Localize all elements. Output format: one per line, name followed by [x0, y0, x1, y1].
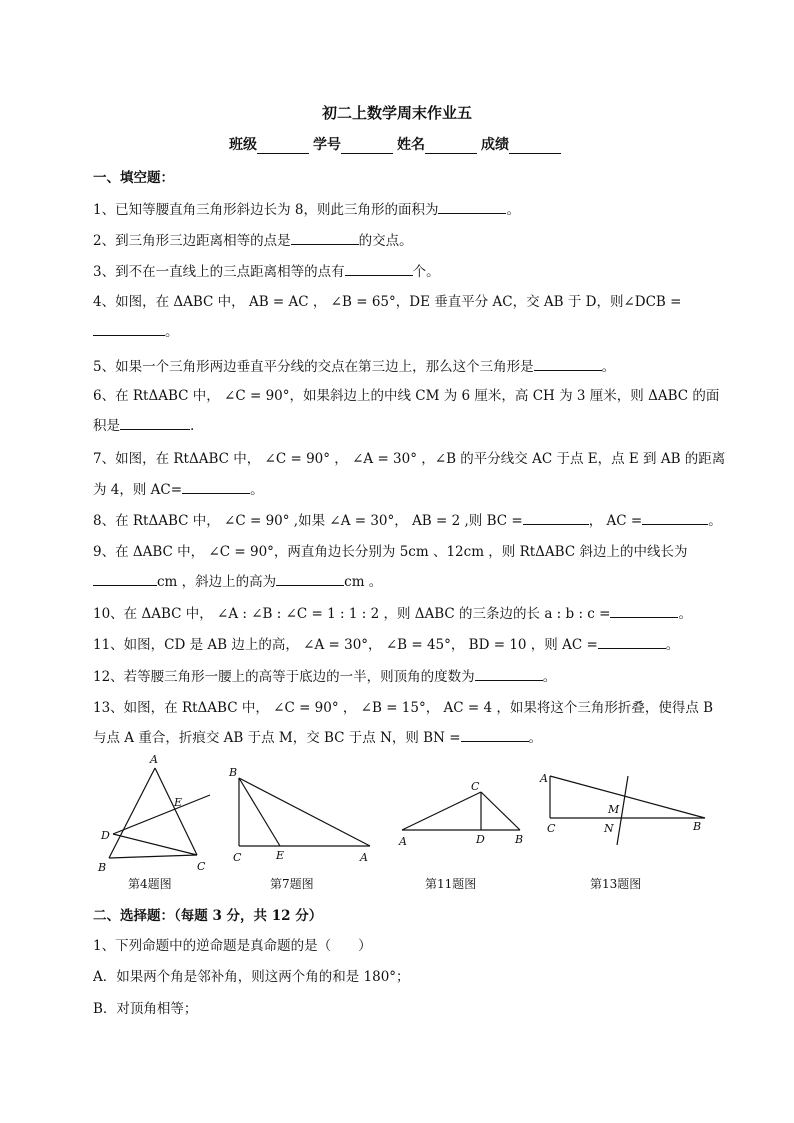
- question-3-end: 个。: [412, 264, 440, 280]
- question-6: 6、在 RtΔABC 中， ∠C = 90°，如果斜边上的中线 CM 为 6 厘米，高 CH 为 3 厘米，则 ΔABC 的面: [93, 388, 720, 404]
- question-7-end: 。: [250, 482, 264, 498]
- question-12-text: 12、若等腰三角形一腰上的高等于底边的一半，则顶角的度数为: [93, 669, 475, 685]
- label-point: E: [174, 796, 183, 809]
- label-point: A: [540, 772, 548, 785]
- question-11-text: 11、如图，CD 是 AB 边上的高， ∠A = 30°， ∠B = 45°， BD = 10 ，则 AC =: [93, 637, 598, 653]
- info-score-label: 成绩: [481, 137, 509, 153]
- info-class-label: 班级: [229, 137, 257, 153]
- question-9-end: cm 。: [344, 574, 383, 590]
- question-11-end: 。: [665, 637, 680, 653]
- label-point: C: [547, 822, 556, 835]
- figure-caption: 第4题图: [128, 877, 172, 891]
- question-6-pre: 积是: [93, 418, 120, 434]
- choice-option-a: A．如果两个角是邻补角，则这两个角的和是 180°；: [93, 969, 410, 985]
- question-9: 9、在 ΔABC 中， ∠C = 90°，两直角边长分别为 5cm 、12cm ，则 RtΔABC 斜边上的中线长为: [93, 544, 688, 560]
- question-1-text: 1、已知等腰直角三角形斜边长为 8，则此三角形的面积为: [93, 202, 439, 218]
- label-point: N: [604, 822, 614, 835]
- choice-option-b: B．对顶角相等；: [93, 1001, 198, 1017]
- figure-11: [402, 792, 520, 830]
- question-8-end: 。: [708, 513, 722, 529]
- question-4: 4、如图，在 ΔABC 中， AB = AC ， ∠B = 65°，DE 垂直平分 AC，交 AB 于 D，则∠DCB =: [93, 294, 682, 310]
- info-name-label: 姓名: [397, 137, 425, 153]
- question-8-pre: 8、在 RtΔABC 中， ∠C = 90° ,如果 ∠A = 30°， AB = 2 ,则 BC =: [93, 513, 523, 529]
- question-8-mid: ， AC =: [588, 513, 643, 529]
- question-13: 13、如图，在 RtΔABC 中， ∠C = 90° ， ∠B = 15°， AC = 4 ，如果将这个三角形折叠，使得点 B: [93, 700, 714, 716]
- label-point: A: [360, 851, 368, 864]
- question-10-end: 。: [678, 606, 692, 622]
- page-title: 初二上数学周末作业五: [321, 104, 472, 122]
- figure-caption: 第11题图: [425, 877, 477, 891]
- label-point: A: [150, 753, 158, 766]
- label-point: C: [233, 851, 242, 864]
- label-point: E: [276, 849, 285, 862]
- label-point: D: [101, 829, 110, 842]
- question-4-end: 。: [165, 324, 179, 340]
- question-5-end: 。: [601, 359, 616, 375]
- question-7: 7、如图，在 RtΔABC 中， ∠C = 90° ， ∠A = 30° ，∠B 的平分线交 AC 于点 E，点 E 到 AB 的距离: [93, 451, 726, 467]
- question-5-text: 5、如果一个三角形两边垂直平分线的交点在第三边上，那么这个三角形是: [93, 359, 534, 375]
- figure-caption: 第7题图: [270, 877, 314, 891]
- figure-caption: 第13题图: [590, 877, 642, 891]
- question-6-end: .: [190, 418, 195, 434]
- question-9-mid: cm ，斜边上的高为: [157, 574, 277, 590]
- label-point: M: [608, 803, 620, 816]
- section-heading-fill-in: 一、填空题：: [93, 170, 174, 186]
- label-point: D: [476, 833, 485, 846]
- question-10-text: 10、在 ΔABC 中， ∠A : ∠B : ∠C = 1 : 1 : 2 ，则 ΔABC 的三条边的长 a : b : c =: [93, 606, 611, 622]
- question-2-text: 2、到三角形三边距离相等的点是: [93, 233, 291, 249]
- label-point: B: [98, 861, 107, 874]
- question-13-end: 。: [528, 730, 543, 746]
- label-point: C: [197, 860, 206, 873]
- label-point: B: [229, 766, 238, 779]
- info-id-label: 学号: [313, 137, 341, 153]
- question-13-text: 与点 A 重合，折痕交 AB 于点 M，交 BC 于点 N，则 BN =: [93, 730, 461, 746]
- figure-7: [239, 778, 370, 846]
- section-heading-choice: 二、选择题：（每题 3 分，共 12 分）: [93, 908, 323, 924]
- figure-4: [109, 768, 210, 858]
- choice-question-1: 1、下列命题中的逆命题是真命题的是（ ）: [93, 938, 372, 954]
- question-12-end: 。: [542, 669, 557, 685]
- figure-13: [550, 776, 705, 845]
- question-1-end: 。: [506, 202, 520, 218]
- label-point: A: [399, 835, 407, 848]
- label-point: C: [471, 780, 480, 793]
- question-7-pre: 为 4，则 AC=: [93, 482, 183, 498]
- question-2-end: 的交点。: [358, 233, 413, 249]
- question-3-text: 3、到不在一直线上的三点距离相等的点有: [93, 264, 345, 280]
- label-point: B: [693, 820, 702, 833]
- label-point: B: [515, 833, 524, 846]
